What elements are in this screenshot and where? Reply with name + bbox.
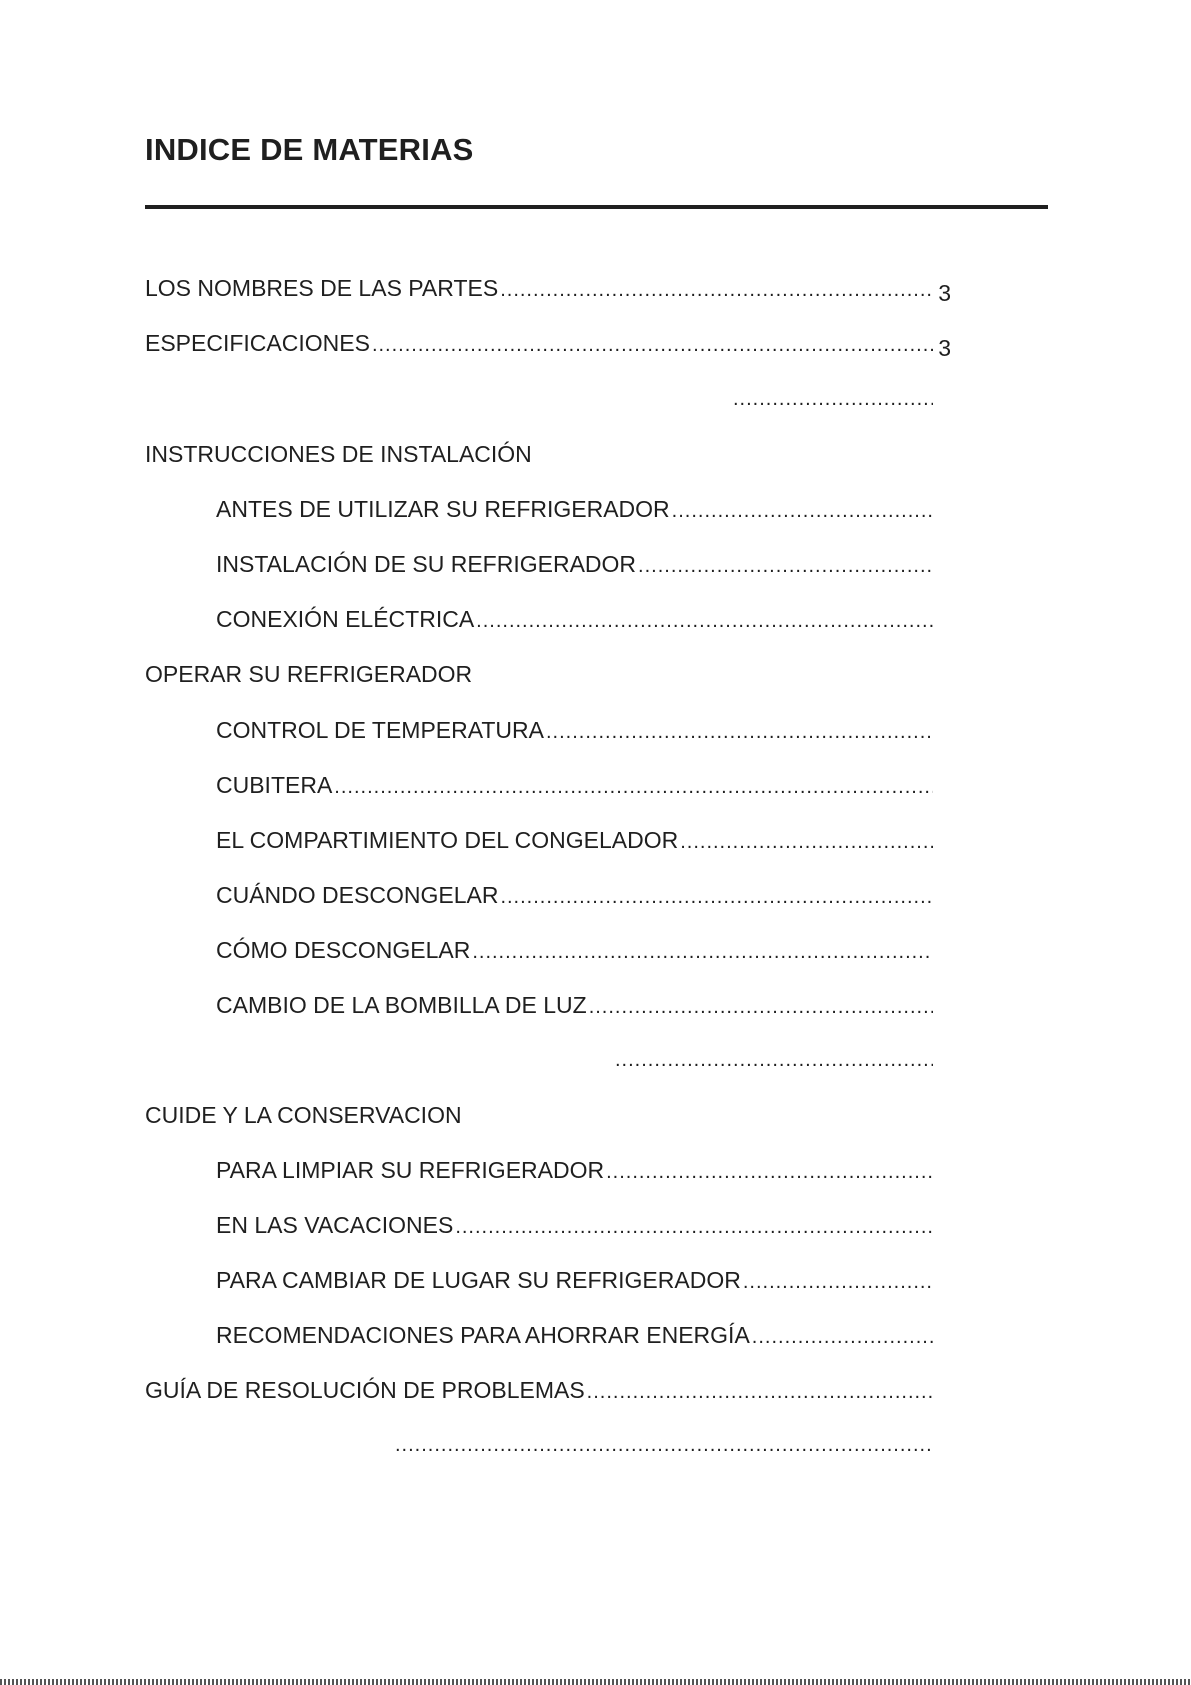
toc-entry-moving[interactable]	[216, 1265, 933, 1295]
toc-entry-troubleshooting[interactable]	[145, 1375, 933, 1405]
dot-leader	[752, 1322, 933, 1352]
toc-entry-energy[interactable]	[216, 1320, 933, 1350]
toc-entry-label: CUIDE Y LA CONSERVACION	[145, 1102, 462, 1128]
toc-entry-cleaning[interactable]	[216, 1155, 933, 1185]
toc-entry-specs[interactable]	[145, 328, 951, 361]
dot-leader	[395, 1430, 933, 1460]
dot-leader	[334, 772, 933, 802]
toc-entry-when-defrost[interactable]	[216, 880, 933, 910]
dot-leader	[733, 384, 933, 414]
toc-page-number: 3	[938, 280, 951, 306]
toc-entry-care[interactable]	[145, 1100, 933, 1130]
toc-entry-label: CUÁNDO DESCONGELAR	[216, 882, 499, 908]
toc-entry-label: ANTES DE UTILIZAR SU REFRIGERADOR	[216, 496, 670, 522]
toc-entry-label: CUBITERA	[216, 772, 333, 798]
toc-entry-label: EL COMPARTIMIENTO DEL CONGELADOR	[216, 827, 679, 853]
toc-page-number: 3	[938, 335, 951, 361]
toc-entry-label: ESPECIFICACIONES	[145, 330, 370, 356]
toc-entry-label: CAMBIO DE LA BOMBILLA DE LUZ	[216, 992, 587, 1018]
toc-entry-temp-control[interactable]	[216, 715, 933, 745]
dot-leader	[455, 1212, 933, 1242]
toc-entry-vacations[interactable]	[216, 1210, 933, 1240]
dot-leader	[606, 1157, 933, 1187]
toc-entry-ice-tray[interactable]	[216, 770, 933, 800]
dot-leader	[546, 717, 933, 747]
toc-entry-label: CÓMO DESCONGELAR	[216, 937, 471, 963]
toc-entry-label: CONEXIÓN ELÉCTRICA	[216, 606, 475, 632]
toc-entry-label: RECOMENDACIONES PARA AHORRAR ENERGÍA	[216, 1322, 750, 1348]
dot-leader	[615, 1045, 933, 1075]
toc-entry-before-use[interactable]	[216, 494, 933, 524]
toc-entry-parts[interactable]	[145, 273, 951, 306]
toc-entry-install[interactable]	[145, 439, 933, 469]
toc-entry-label: INSTRUCCIONES DE INSTALACIÓN	[145, 441, 532, 467]
dot-leader	[587, 1377, 933, 1407]
toc-entry-label: PARA LIMPIAR SU REFRIGERADOR	[216, 1157, 605, 1183]
toc-entry-label: OPERAR SU REFRIGERADOR	[145, 661, 473, 687]
dot-leader	[500, 882, 933, 912]
toc-entry-how-defrost[interactable]	[216, 935, 933, 965]
page-bottom-edge	[0, 1679, 1191, 1685]
dot-leader	[672, 496, 933, 526]
toc-entry-label: INSTALACIÓN DE SU REFRIGERADOR	[216, 551, 637, 577]
page-title: INDICE DE MATERIAS	[145, 132, 474, 167]
toc-entry-bulb[interactable]	[216, 990, 933, 1020]
toc-entry-operate[interactable]	[145, 659, 933, 689]
toc-entry-electrical[interactable]	[216, 604, 933, 634]
dot-leader	[589, 992, 933, 1022]
toc-entry-freezer[interactable]	[216, 825, 933, 855]
dot-leader	[372, 330, 933, 360]
toc-entry-label: EN LAS VACACIONES	[216, 1212, 454, 1238]
toc-entry-label: PARA CAMBIAR DE LUGAR SU REFRIGERADOR	[216, 1267, 741, 1293]
toc-entry-installation[interactable]	[216, 549, 933, 579]
dot-leader	[680, 827, 933, 857]
toc-entry-label: GUÍA DE RESOLUCIÓN DE PROBLEMAS	[145, 1377, 585, 1403]
dot-leader	[638, 551, 933, 581]
dot-leader	[472, 937, 933, 967]
dot-leader	[476, 606, 933, 636]
dot-leader	[500, 275, 933, 305]
toc-entry-label: LOS NOMBRES DE LAS PARTES	[145, 275, 499, 301]
dot-leader	[743, 1267, 933, 1297]
toc-entry-label: CONTROL DE TEMPERATURA	[216, 717, 544, 743]
